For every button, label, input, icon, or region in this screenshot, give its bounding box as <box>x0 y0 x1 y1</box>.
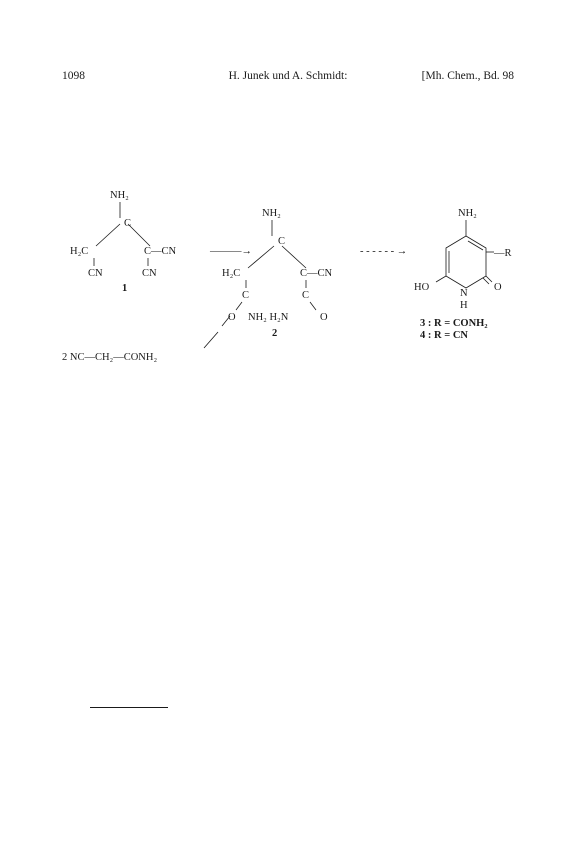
compound-1-cyano-left: CN <box>88 268 103 279</box>
compound-2-amide-groups: NH₂ H₂N <box>248 312 289 323</box>
compound-1-number: 1 <box>122 283 128 294</box>
compound-2-oxygen-left: O <box>228 312 236 323</box>
running-header-journal: [Mh. Chem., Bd. 98 <box>421 70 514 82</box>
running-header-authors: H. Junek und A. Schmidt: <box>228 70 348 82</box>
compound-1-cyano-carbon: C—CN <box>144 246 177 257</box>
compound-2-cyano-carbon: C—CN <box>300 268 333 279</box>
reaction-arrow-2: - - - - - - → <box>360 246 408 257</box>
pyridine-n-hydrogen: H <box>460 300 468 311</box>
pyridine-amino-group: NH₂ <box>458 208 477 219</box>
page-number: 1098 <box>62 70 85 82</box>
reagent-cyanacetamide: 2 NC—CH₂—CONH₂ <box>62 352 158 363</box>
compound-1-cyano-right: CN <box>142 268 157 279</box>
compound-1-ch2: H₂C <box>70 246 89 257</box>
pyridine-r-substituent: —R <box>494 248 512 259</box>
legend-compound-3: 3 : R = CONH₂ <box>420 318 488 329</box>
compound-1-amino-group: NH₂ <box>110 190 129 201</box>
compound-2-oxygen-right: O <box>320 312 328 323</box>
compound-2-central-carbon: C <box>278 236 286 247</box>
compound-2-carbonyl-left: C <box>242 290 250 301</box>
legend-compound-4: 4 : R = CN <box>420 330 468 341</box>
running-header <box>62 70 514 86</box>
reaction-arrow-1: ———→ <box>210 246 252 257</box>
compound-2-number: 2 <box>272 328 278 339</box>
compound-2-carbonyl-right: C <box>302 290 310 301</box>
compound-2-structure <box>222 208 333 339</box>
pyridine-hydroxy: HO <box>414 282 430 293</box>
compound-2-amino-group: NH₂ <box>262 208 281 219</box>
compound-2-ch2: H₂C <box>222 268 241 279</box>
pyridine-product-structure <box>414 208 512 341</box>
reaction-scheme <box>62 186 518 368</box>
compound-1-central-carbon: C <box>124 218 132 229</box>
reagent-arrow-shaft <box>204 332 218 348</box>
pyridine-nitrogen: N <box>460 288 468 299</box>
compound-1-structure <box>70 190 177 294</box>
footnote-separator <box>90 707 168 708</box>
pyridine-oxo: O <box>494 282 502 293</box>
